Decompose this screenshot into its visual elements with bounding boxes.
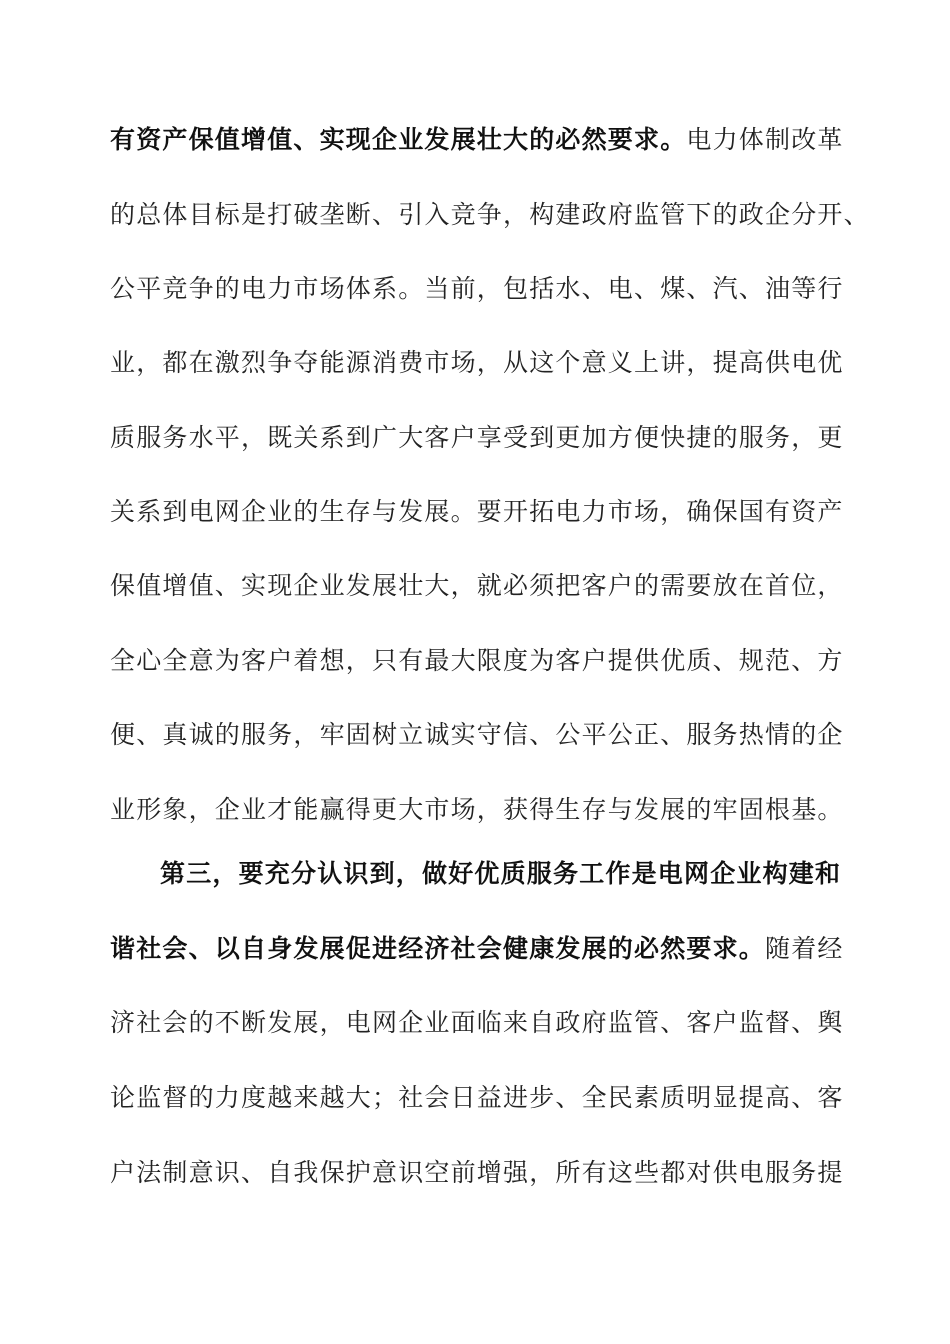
paragraph-line: 保值增值、实现企业发展壮大，就必须把客户的需要放在首位，	[110, 571, 844, 600]
paragraph-line: 济社会的不断发展，电网企业面临来自政府监管、客户监督、舆	[110, 1008, 844, 1037]
paragraph-line: 论监督的力度越来越大；社会日益进步、全民素质明显提高、客	[110, 1083, 844, 1112]
paragraph-line: 全心全意为客户着想，只有最大限度为客户提供优质、规范、方	[110, 646, 844, 675]
paragraph-line: 便、真诚的服务，牢固树立诚实守信、公平公正、服务热情的企	[110, 720, 844, 749]
body-text: 电力体制改革	[686, 125, 844, 154]
paragraph-line: 关系到电网企业的生存与发展。要开拓电力市场，确保国有资产	[110, 497, 844, 526]
paragraph-line: 的总体目标是打破垄断、引入竞争，构建政府监管下的政企分开、	[110, 200, 870, 229]
paragraph-line: 业，都在激烈争夺能源消费市场，从这个意义上讲，提高供电优	[110, 348, 844, 377]
paragraph-line	[110, 125, 844, 155]
body-text: 随着经	[765, 934, 844, 963]
bold-text: 谐社会、以自身发展促进经济社会健康发展的必然要求。	[110, 934, 766, 963]
paragraph-line-indented-bold: 第三，要充分认识到，做好优质服务工作是电网企业构建和	[160, 859, 842, 888]
paragraph-line: 业形象，企业才能赢得更大市场，获得生存与发展的牢固根基。	[110, 795, 844, 824]
paragraph-line: 公平竞争的电力市场体系。当前，包括水、电、煤、汽、油等行	[110, 274, 844, 303]
paragraph-line	[110, 934, 844, 964]
paragraph-line: 质服务水平，既关系到广大客户享受到更加方便快捷的服务，更	[110, 423, 844, 452]
bold-text: 有资产保值增值、实现企业发展壮大的必然要求。	[110, 125, 687, 154]
paragraph-line: 户法制意识、自我保护意识空前增强，所有这些都对供电服务提	[110, 1158, 844, 1187]
